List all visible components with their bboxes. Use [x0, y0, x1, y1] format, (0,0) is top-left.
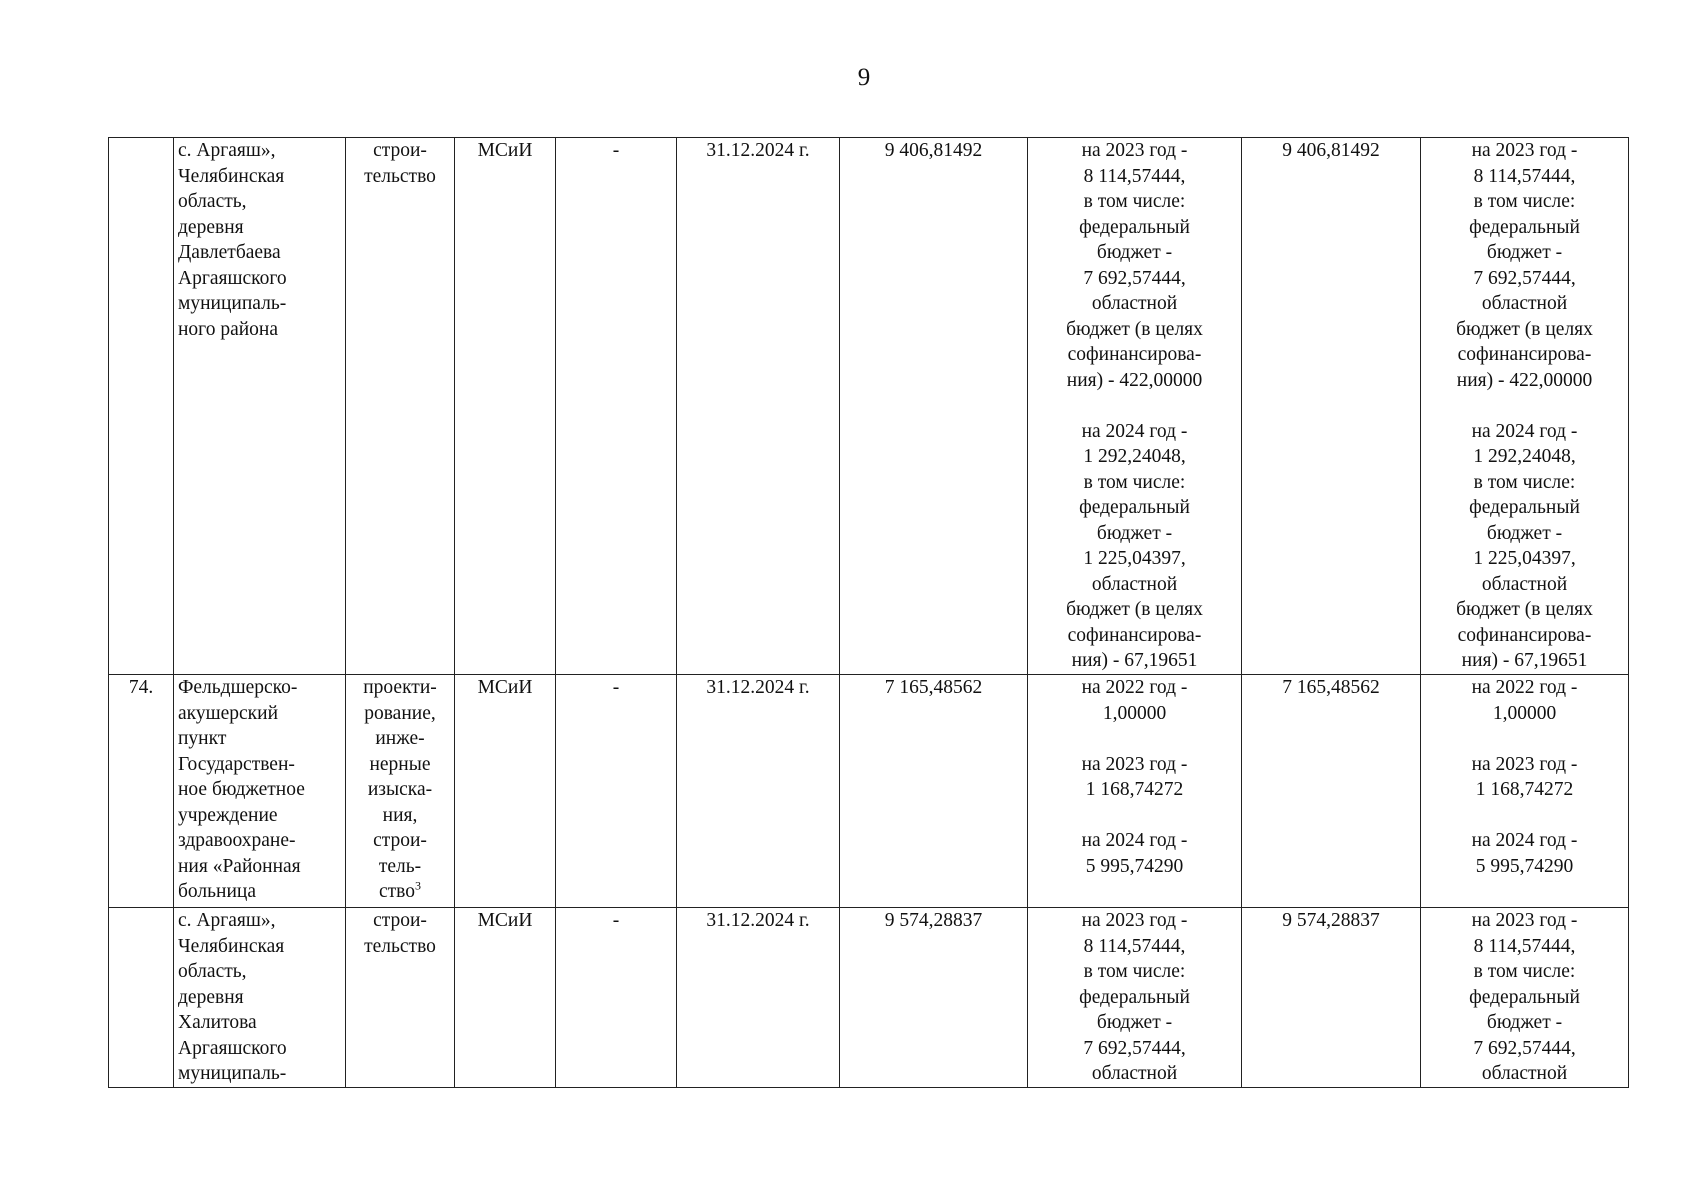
estimated-cost-cell: 9 574,28837	[840, 908, 1028, 1088]
work-type-text: строи- тельство	[364, 910, 436, 957]
investment-objects-table	[108, 137, 1629, 1088]
row-number-cell: 74.	[109, 675, 174, 908]
allocated-plan-cell: на 2023 год - 8 114,57444, в том числе: федеральный бюджет - 7 692,57444, областной бюджет (в целях софинансирова- ния) - 422,00000 на 2024 год - 1 292,24048, в том числе: федеральный бюджет - 1 225,04397, областной бюджет (в целях софинансирова- ния) - 67,19651	[1421, 138, 1629, 675]
customer-cell: МСиИ	[455, 908, 556, 1088]
funding-plan-cell: на 2023 год - 8 114,57444, в том числе: федеральный бюджет - 7 692,57444, областной	[1028, 908, 1242, 1088]
allocated-plan-cell: на 2022 год - 1,00000 на 2023 год - 1 168,74272 на 2024 год - 5 995,74290	[1421, 675, 1629, 908]
allocated-plan-cell: на 2023 год - 8 114,57444, в том числе: федеральный бюджет - 7 692,57444, областной	[1421, 908, 1629, 1088]
funding-plan-cell: на 2023 год - 8 114,57444, в том числе: федеральный бюджет - 7 692,57444, областной бюджет (в целях софинансирова- ния) - 422,00000 на 2024 год - 1 292,24048, в том числе: федеральный бюджет - 1 225,04397, областной бюджет (в целях софинансирова- ния) - 67,19651	[1028, 138, 1242, 675]
work-type-cell	[346, 675, 455, 908]
object-name-cell: Фельдшерско- акушерский пункт Государствен- ное бюджетное учреждение здравоохране- ния «Районная больница	[174, 675, 346, 908]
object-name-cell: с. Аргаяш», Челябинская область, деревня Халитова Аргаяшского муниципаль-	[174, 908, 346, 1088]
object-name-cell: с. Аргаяш», Челябинская область, деревня Давлетбаева Аргаяшского муниципаль- ного района	[174, 138, 346, 675]
row-number-cell	[109, 138, 174, 675]
table-row	[109, 675, 1629, 908]
footnote-mark: 3	[415, 878, 421, 893]
completion-date-cell: 31.12.2024 г.	[677, 675, 840, 908]
work-type-text: строи- тельство	[364, 140, 436, 187]
work-type-cell	[346, 908, 455, 1088]
table-row	[109, 138, 1629, 675]
allocated-cost-cell: 7 165,48562	[1242, 675, 1421, 908]
customer-cell: МСиИ	[455, 138, 556, 675]
funding-plan-cell: на 2022 год - 1,00000 на 2023 год - 1 168,74272 на 2024 год - 5 995,74290	[1028, 675, 1242, 908]
row-number-cell	[109, 908, 174, 1088]
page-number: 9	[857, 64, 871, 91]
table-row	[109, 908, 1629, 1088]
work-type-cell	[346, 138, 455, 675]
customer-cell: МСиИ	[455, 675, 556, 908]
completion-date-cell: 31.12.2024 г.	[677, 138, 840, 675]
capacity-cell: -	[556, 138, 677, 675]
estimated-cost-cell: 9 406,81492	[840, 138, 1028, 675]
completion-date-cell: 31.12.2024 г.	[677, 908, 840, 1088]
work-type-text: проекти- рование, инже- нерные изыска- ния, строи- тель- ство	[363, 677, 437, 902]
capacity-cell: -	[556, 675, 677, 908]
estimated-cost-cell: 7 165,48562	[840, 675, 1028, 908]
capacity-cell: -	[556, 908, 677, 1088]
allocated-cost-cell: 9 406,81492	[1242, 138, 1421, 675]
allocated-cost-cell: 9 574,28837	[1242, 908, 1421, 1088]
